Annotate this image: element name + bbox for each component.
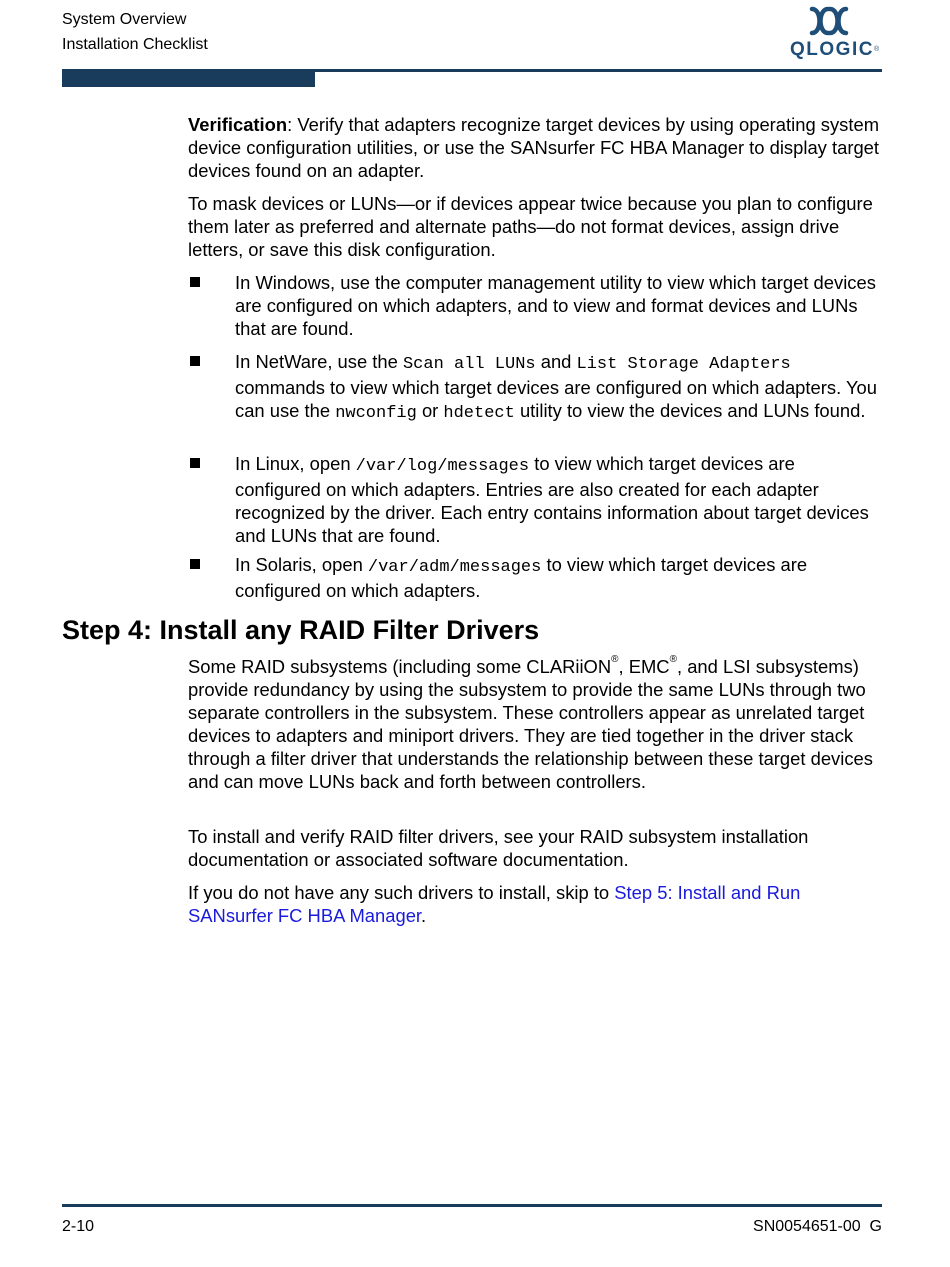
command-hdetect: hdetect [443, 404, 515, 423]
qlogic-logo [788, 6, 882, 62]
bullet-square-icon [190, 356, 200, 366]
raid-subsystems-paragraph: Some RAID subsystems (including some CLARiiON®, EMC®, and LSI subsystems) provide redundancy by using the subsystem to provide the same LUNs through two separate controllers in the subsystem. These controllers appear as unrelated target devices to adapters and miniport drivers. They are tied together in the driver stack through a filter driver that understands the relationship between these target devices and can move LUNs back and forth between controllers. [188, 654, 873, 792]
mask-devices-paragraph: To mask devices or LUNs—or if devices appear twice because you plan to configure them later as preferred and alternate paths—do not format devices, assign drive letters, or save this disk configuration. [188, 193, 873, 260]
path-var-log-messages: /var/log/messages [355, 457, 530, 476]
verification-label: Verification [188, 114, 288, 135]
header-accent-bar [62, 69, 315, 87]
footer-rule [62, 1204, 882, 1207]
list-item-text: In Windows, use the computer management utility to view which target devices are configured on which adapters, and to view and format devices and LUNs that are found. [235, 272, 876, 339]
verification-paragraph: Verification: Verify that adapters recognize target devices by using operating system device configuration utilities, or use the SANsurfer FC HBA Manager to display target devices found on an adapter. [188, 114, 880, 181]
page-number: 2-10 [62, 1218, 95, 1235]
registered-mark: ® [611, 654, 619, 665]
bullet-square-icon [190, 458, 200, 468]
header-subsection-title: Installation Checklist [62, 36, 208, 53]
bullet-square-icon [190, 559, 200, 569]
step4-heading: Step 4: Install any RAID Filter Drivers [62, 615, 540, 645]
step5-link[interactable]: Step 5: Install and Run SANsurfer FC HBA Manager [188, 882, 801, 926]
list-item-text: In Linux, open /var/log/messages to view which target devices are configured on which adapters. Entries are also created for each adapter recognized by the driver. Each entry contains information about target devices and LUNs that are found. [235, 453, 869, 546]
path-var-adm-messages: /var/adm/messages [367, 558, 542, 577]
list-item-text: In NetWare, use the Scan all LUNs and List Storage Adapters commands to view which target devices are configured on which adapters. You can use the nwconfig or hdetect utility to view the devices and LUNs found. [235, 351, 877, 423]
install-raid-paragraph: To install and verify RAID filter drivers, see your RAID subsystem installation documentation or associated software documentation. [188, 826, 809, 870]
bullet-square-icon [190, 277, 200, 287]
registered-mark: ® [873, 46, 880, 53]
registered-mark: ® [669, 654, 677, 665]
header-section-title: System Overview [62, 11, 187, 28]
qlogic-logo-mark-icon [808, 6, 850, 36]
skip-paragraph: If you do not have any such drivers to install, skip to Step 5: Install and Run SANsurfer FC HBA Manager. [188, 882, 801, 926]
command-list-storage-adapters: List Storage Adapters [576, 355, 791, 374]
list-item-text: In Solaris, open /var/adm/messages to view which target devices are configured on which adapters. [235, 554, 808, 601]
qlogic-logo-text: QLOGIC® [790, 39, 880, 60]
command-nwconfig: nwconfig [335, 404, 417, 423]
document-number: SN0054651-00 G [753, 1218, 882, 1235]
command-scan-all-luns: Scan all LUNs [402, 355, 536, 374]
